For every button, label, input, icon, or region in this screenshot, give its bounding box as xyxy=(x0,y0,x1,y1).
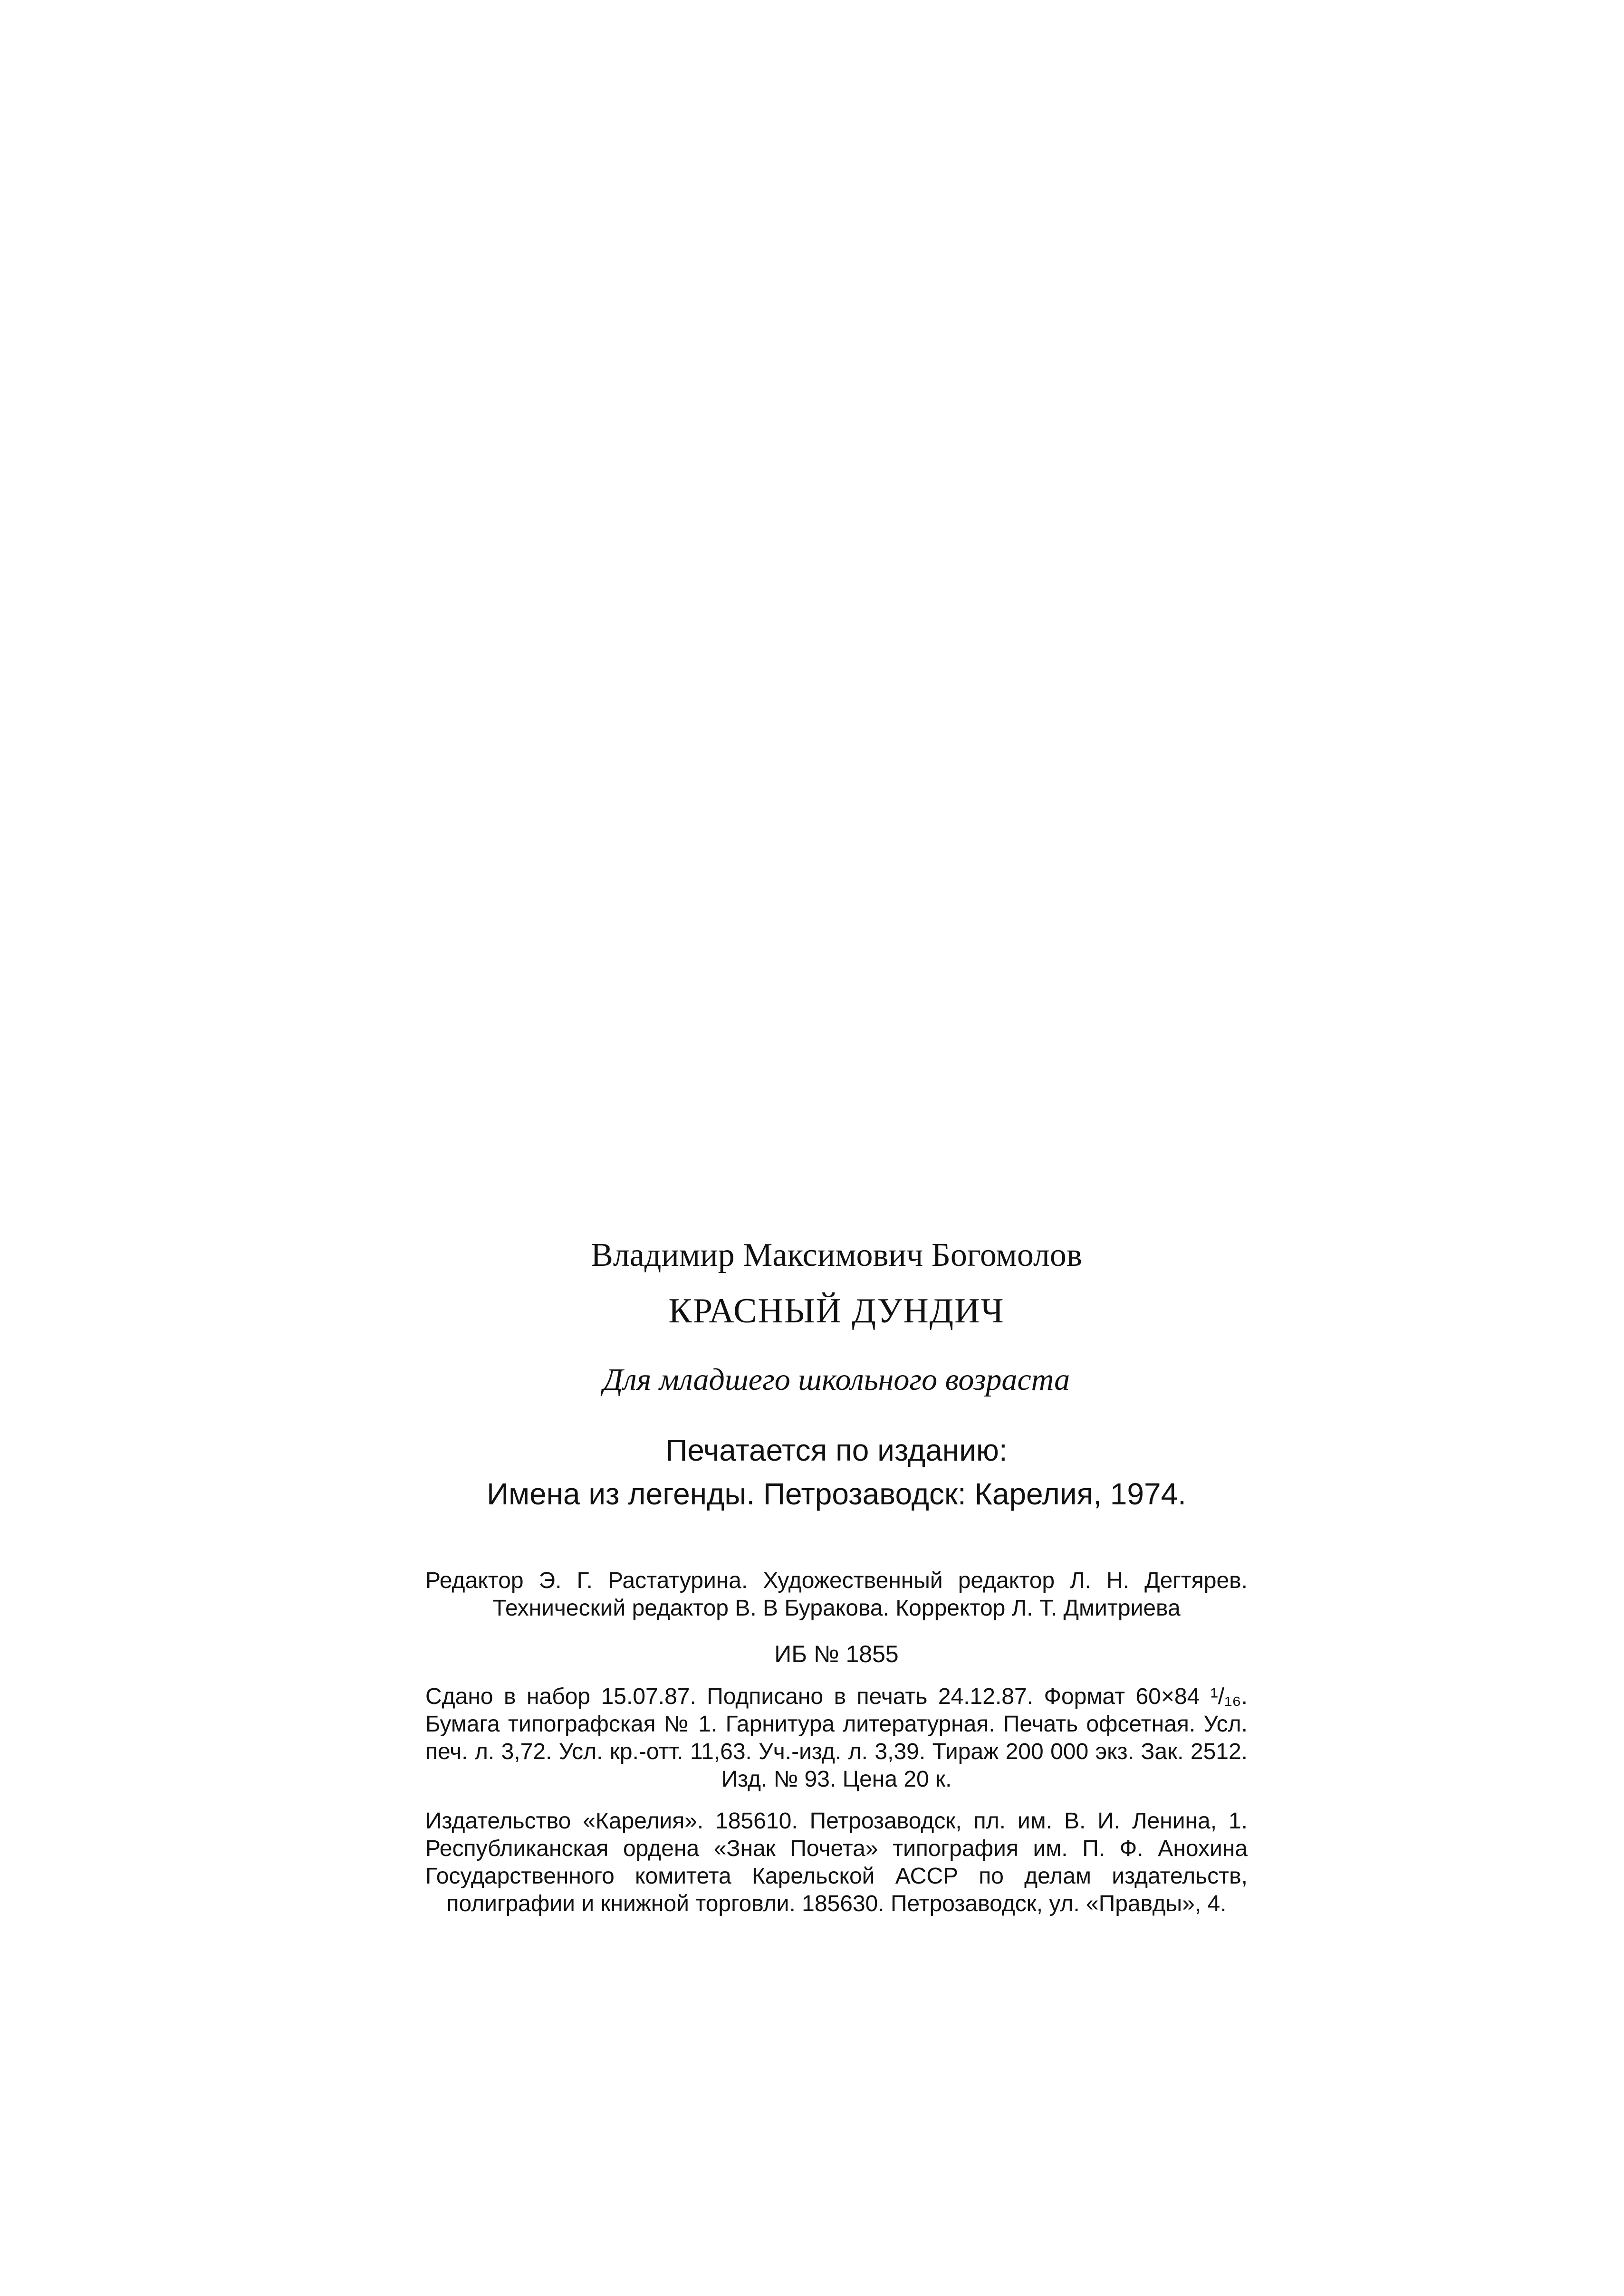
author-name: Владимир Максимович Богомолов xyxy=(591,1237,1082,1273)
ib-number: ИБ № 1855 xyxy=(774,1641,899,1667)
publisher-info: Издательство «Карелия». 185610. Петрозаводск, пл. им. В. И. Ленина, 1. Республиканская ордена «Знак Почета» типография им. П. Ф. Анохина Государственного комитета Карельской АССР по делам издательств, полиграфии и книжной торговли. 185630. Петрозаводск, ул. «Правды», 4. xyxy=(425,1808,1248,1916)
book-title: КРАСНЫЙ ДУНДИЧ xyxy=(668,1292,1005,1330)
source-edition-reference: Имена из легенды. Петрозаводск: Карелия, 1974. xyxy=(487,1477,1186,1511)
print-specifications: Сдано в набор 15.07.87. Подписано в печать 24.12.87. Формат 60×84 ¹/₁₆. Бумага типографская № 1. Гарнитура литературная. Печать офсетная. Усл. печ. л. 3,72. Усл. кр.-отт. 11,63. Уч.-изд. л. 3,39. Тираж 200 000 экз. Зак. 2512. Изд. № 93. Цена 20 к. xyxy=(425,1684,1248,1792)
audience-note: Для младшего школьного возраста xyxy=(603,1362,1070,1397)
editorial-credits: Редактор Э. Г. Растатурина. Художественный редактор Л. Н. Дегтярев. Технический редактор В. В Буракова. Корректор Л. Т. Дмитриева xyxy=(425,1568,1248,1621)
imprint-block xyxy=(425,1235,1248,1918)
source-edition-label: Печатается по изданию: xyxy=(665,1433,1008,1467)
source-edition xyxy=(425,1428,1248,1516)
